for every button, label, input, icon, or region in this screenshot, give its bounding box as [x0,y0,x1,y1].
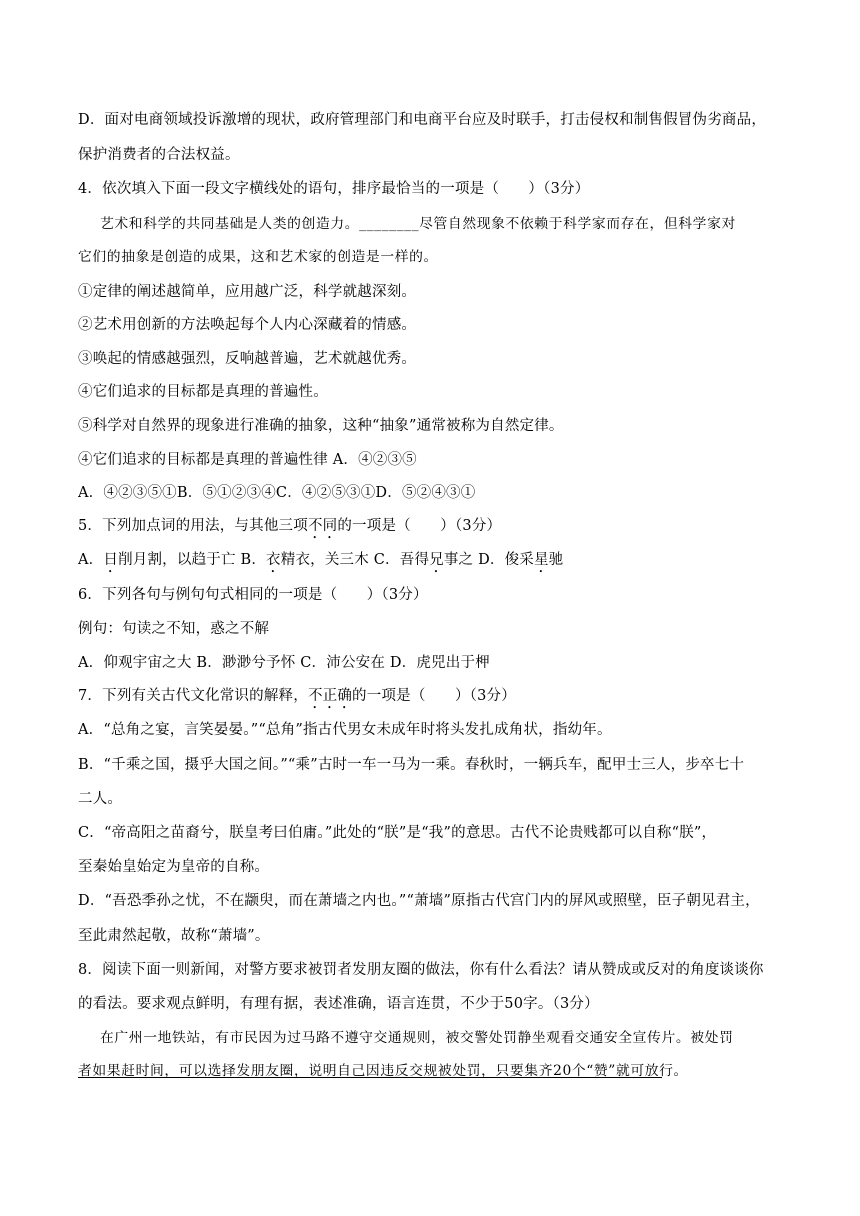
q4-passage-line1: 艺术和科学的共同基础是人类的创造力。________尽管自然现象不依赖于科学家而存在，但科学家对 [100,216,736,232]
q4-sentence-3: ③唤起的情感越强烈，反响越普遍，艺术就越优秀。 [78,351,417,367]
q4-sentence-4: ④它们追求的目标都是真理的普遍性。 [78,384,328,400]
q7-option-c-line1: C．“帝高阳之苗裔兮，朕皇考曰伯庸。”此处的“朕”是“我”的意思。古代不论贵贱都可以自称“朕”， [78,825,717,841]
q5-opt-a-label: A． [78,552,104,568]
q5-opt-a-rest: 削月割，以趋于亡 B． [118,552,267,568]
q5-question-post: 的一项是（ ）（3分） [337,518,502,534]
q6-question: 6．下列各句与例句句式相同的一项是（ ）（3分） [78,587,428,603]
q5-opt-c-rest: 事之 D．俊采 [443,552,534,568]
q7-option-d-line2: 至此肃然起敬，故称“萧墙”。 [78,928,270,944]
q4-passage-line2: 它们的抽象是创造的成果，这和艺术家的创造是一样的。 [78,249,438,265]
q3-option-d-line2: 保护消费者的合法权益。 [78,147,240,163]
q5-question-pre: 5．下列加点词的用法，与其他三项 [78,518,308,534]
q8-news-line1: 在广州一地铁站，有市民因为过马路不遵守交通规则，被交警处罚静坐观看交通安全宣传片。被处罚 [100,1030,734,1046]
q5-question [78,516,788,542]
q7-question-dotted: 不正确 [307,688,353,704]
q5-opt-d-rest: 驰 [548,552,564,568]
q7-question [78,686,788,712]
q7-option-b-line1: B．“千乘之国，摄乎大国之间。”“乘”古时一车一马为一乘。春秋时，一辆兵车，配甲士三人，步卒七十 [78,757,745,773]
q7-question-post: 的一项是（ ）（3分） [352,688,516,704]
q5-opt-a-dotted: 日 [103,552,119,568]
q8-question-line1: 8．阅读下面一则新闻，对警方要求被罚者发朋友圈的做法，你有什么看法？请从赞成或反对的角度谈谈你 [78,962,764,978]
q4-question: 4．依次填入下面一段文字横线处的语句，排序最恰当的一项是（ ）（3分） [78,181,590,197]
q7-option-c-line2: 至秦始皇始定为皇帝的自称。 [78,859,270,875]
q4-extra-line: ④它们追求的目标都是真理的普遍性律 A．④②③⑤ [78,452,417,468]
q5-opt-b-dotted: 衣 [266,552,281,568]
q5-question-dotted: 不同 [307,518,338,534]
q8-question-line2: 的看法。要求观点鲜明，有理有据，表述准确，语言连贯，不少于50字。（3分） [78,996,599,1012]
q7-option-d-line1: D．“吾恐季孙之忧，不在颛臾，而在萧墙之内也。”“萧墙”原指古代宫门内的屏风或照壁，臣子朝见君主， [78,893,760,909]
q4-sentence-5: ⑤科学对自然界的现象进行准确的抽象，这种“抽象”通常被称为自然定律。 [78,418,564,434]
q6-example: 例句：句读之不知，惑之不解 [78,621,270,637]
q7-option-a: A．“总角之宴，言笑晏晏。”“总角”指古代男女未成年时将头发扎成角状，指幼年。 [78,722,612,738]
answer-line [78,1077,662,1078]
q4-sentence-2: ②艺术用创新的方法唤起每个人内心深藏着的情感。 [78,317,417,333]
q6-options: A．仰观宇宙之大 B．渺渺兮予怀 C．沛公安在 D．虎兕出于柙 [78,655,490,671]
q5-opt-c-dotted: 兄 [429,552,444,568]
q4-options: A．④②③⑤①B．⑤①②③④C．④②⑤③①D．⑤②④③① [78,485,476,501]
q7-question-pre: 7．下列有关古代文化常识的解释， [78,688,308,704]
q7-option-b-line2: 二人。 [78,791,123,807]
q3-option-d-line1: D．面对电商领域投诉激增的现状，政府管理部门和电商平台应及时联手，打击侵权和制售假冒伪劣商品， [78,112,767,128]
q5-options [78,550,788,576]
q4-sentence-1: ①定律的阐述越简单，应用越广泛，科学就越深刻。 [78,284,417,300]
q5-opt-b-rest: 精衣，关三木 C．吾得 [280,552,430,568]
q5-opt-d-dotted: 星 [534,552,549,568]
q8-news-line2: 者如果赶时间，可以选择发朋友圈，说明自己因违反交规被处罚，只要集齐20个“赞”就可放行。 [78,1063,688,1079]
